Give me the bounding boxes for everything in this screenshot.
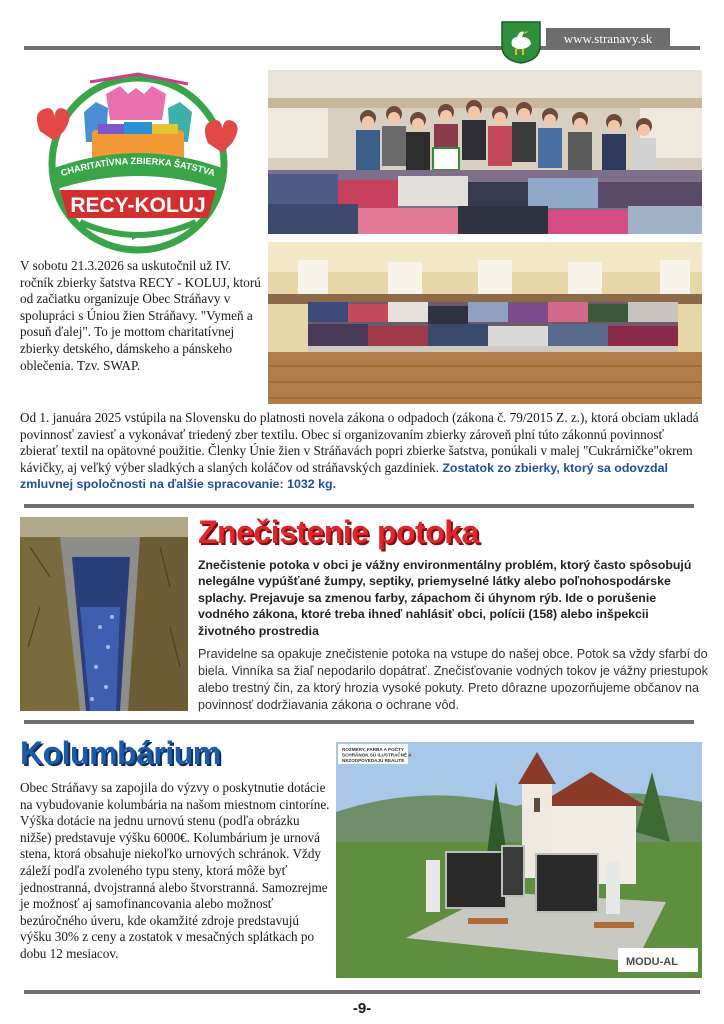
recy-intro — [20, 258, 264, 374]
polluted-stream-photo — [20, 517, 188, 711]
recy-body — [20, 410, 704, 493]
columbarium-title: Kolumbárium — [20, 735, 221, 771]
logo-subtitle: CHARITATÍVNA ZBIERKA ŠATSTVA — [59, 155, 217, 179]
stream-body: Pravidelne sa opakuje znečistenie potoka na vstupe do našej obce. Potok sa vždy sfarbí do biela. Vinníka sa žiaľ nepodarilo dopátrať. Znečisťovanie vodných tokov je vážny priestupok alebo trestný čin, za ktorý hrozia vysoké pokuty. Preto dôrazne upozorňujeme občanov na povinnosť dodržiavania zákona o ochrane vôd. — [198, 647, 708, 712]
recy-koluj-logo — [20, 72, 256, 254]
recy-body-text: Od 1. januára 2025 vstúpila na Slovensku do platnosti novela zákona o odpadoch (zákona č. 79/2015 Z. z.), ktorá obciam ukladá povinnosť zaviesť a vykonávať triedený zber textilu. Obec si organizovaním zbierky zároveň plní túto zákonnú povinnosť zbierať textil na opätovné použitie. Členky Únie žien v Stráňavách popri zbierke šatstva, ponúkali v malej "Cukrárničke"okrem kávičky, aj veľký výber sladkých a slaných koláčov od stráňavských gazdiniek. — [20, 410, 699, 475]
render-disclaimer — [342, 746, 412, 763]
columbarium-body-text: Obec Stráňavy sa zapojila do výzvy o poskytnutie dotácie na vybudovanie kolumbária na našom miestnom cintoríne. Výška dotácie na jednu urnovú stenu (podľa obrázku nižše) predstavuje výšku 6000€. Kolumbárium je urnová stena, ktorá obsahuje niekoľko urnových schránok. Vždy záleží podľa zvoleného typu steny, ktorá môže byť jednostranná, dvojstranná alebo štvorstranná. Samozrejme je možnosť aj samofinancovania alebo možnosť bezúročného úveru, kde okamžité zdroje predstavujú výšku 30% z ceny a zostatok v mesačných splátkach po dobu 12 mesiacov. — [20, 780, 330, 961]
modu-al-brand: MODU-AL — [626, 956, 678, 968]
clothing-hall-photo — [268, 242, 702, 404]
stream-title: Znečistenie potoka — [198, 514, 479, 550]
municipality-crest — [500, 20, 542, 64]
render-disclaimer-line: NEZODPOVEDAJÚ REALITE — [342, 758, 405, 764]
recy-collection-total: Zostatok zo zbierky, ktorý sa odovzdal zmluvnej spoločnosti na ďalšie spracovanie: 1032 kg. — [20, 460, 668, 492]
website-link[interactable]: www.stranavy.sk — [546, 28, 670, 50]
stream-lead: Znečistenie potoka v obci je vážny environmentálny problém, ktorý často spôsobujú nelegálne vypúšťané žumpy, septiky, priemyselné látky alebo poľnohospodárske splachy. Prejavuje sa zmenou farby, zápachom či úhynom rýb. Ide o porušenie vodného zákona, ktoré treba ihneď nahlásiť obci, polícii (158) alebo inšpekcii životného prostredia — [198, 558, 692, 638]
columbarium-body — [20, 780, 332, 963]
logo-title: RECY-KOLUJ — [70, 194, 206, 217]
page-number: -9- — [352, 1000, 372, 1017]
columbarium-render — [336, 742, 702, 978]
render-disclaimer-line: ROZMERY, FARBA A POČTY — [342, 747, 404, 752]
section-rule-1 — [24, 504, 694, 508]
footer-rule — [24, 990, 700, 994]
volunteers-group-photo — [268, 70, 702, 234]
render-disclaimer-line: SCHRÁNOK SÚ ILUSTRAČNÉ A — [342, 752, 412, 758]
section-rule-2 — [24, 720, 694, 724]
recy-intro-text: V sobotu 21.3.2026 sa uskutočnil už IV. ročník zbierky šatstva RECY - KOLUJ, ktorú od začiatku organizuje Obec Stráňavy v spolupráci s Úniou žien Stráňavy. "Vymeň a posuň ďalej". To je mottom charitatívnej zbierky detského, dámskeho a pánskeho oblečenia. Tzv. SWAP. — [20, 258, 261, 373]
